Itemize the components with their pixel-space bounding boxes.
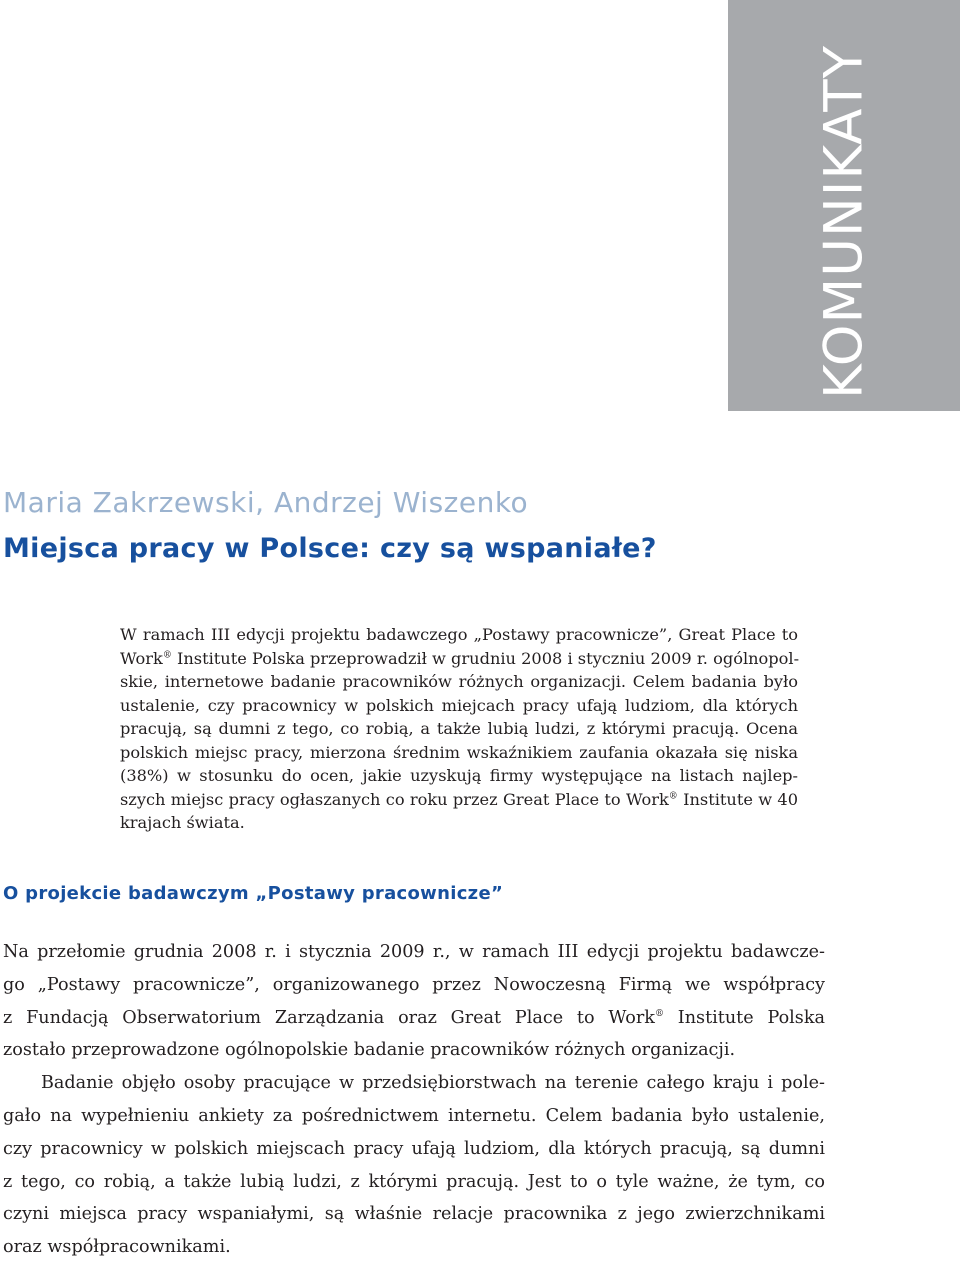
paragraph-line: oraz współpracownikami. <box>3 1237 231 1258</box>
abstract-line: skie, internetowe badanie pracowników różnych organizacji. Celem badania było <box>120 672 798 691</box>
paragraph-line: go „Postawy pracownicze”, organizowanego przez Nowoczesną Firmą we współpracy <box>3 974 825 995</box>
abstract-line-part: Institute Polska przeprowadził w grudniu 2008 i styczniu 2009 r. ogólnopol- <box>171 648 800 668</box>
paragraph <box>3 1067 825 1264</box>
section-body <box>3 936 825 1264</box>
paragraph-line: czyni miejsca pracy wspaniałymi, są właśnie relacje pracownika z jego zwierzchnikami <box>3 1204 825 1225</box>
abstract-line-part: szych miejsc pracy ogłaszanych co roku przez Great Place to Work <box>120 789 669 809</box>
abstract-line: W ramach III edycji projektu badawczego „Postawy pracownicze”, Great Place to <box>120 625 798 644</box>
article-abstract <box>120 623 798 835</box>
registered-mark: ® <box>668 791 678 802</box>
abstract-line-part: Work <box>120 648 163 668</box>
section-heading: O projekcie badawczym „Postawy pracownicze” <box>3 883 504 904</box>
section-tab <box>728 0 960 411</box>
article-authors: Maria Zakrzewski, Andrzej Wiszenko <box>3 486 529 519</box>
paragraph-line: z tego, co robią, a także lubią ludzi, z którymi pracują. Jest to o tyle ważne, że tym, co <box>3 1171 825 1192</box>
registered-mark: ® <box>654 1008 664 1019</box>
abstract-line <box>120 647 798 671</box>
paragraph-line: zostało przeprowadzone ogólnopolskie badanie pracowników różnych organizacji. <box>3 1040 736 1061</box>
abstract-line: pracują, są dumni z tego, co robią, a także lubią ludzi, z którymi pracują. Ocena <box>120 719 798 738</box>
abstract-line: polskich miejsc pracy, mierzona średnim wskaźnikiem zaufania okazała się niska <box>120 742 798 762</box>
paragraph-line-part: z Fundacją Obserwatorium Zarządzania oraz Great Place to Work <box>3 1007 655 1028</box>
abstract-line: ustalenie, czy pracownicy w polskich miejcach pracy ufają ludziom, dla których <box>120 695 798 715</box>
article-title: Miejsca pracy w Polsce: czy są wspaniałe? <box>3 533 657 564</box>
paragraph-line <box>3 1002 825 1035</box>
abstract-line: (38%) w stosunku do ocen, jakie uzyskują firmy występujące na listach najlep- <box>120 766 798 785</box>
paragraph-line: Na przełomie grudnia 2008 r. i stycznia 2009 r., w ramach III edycji projektu badawcze- <box>3 942 825 962</box>
paragraph-line-part: Institute Polska <box>663 1007 825 1028</box>
paragraph-line: gało na wypełnieniu ankiety za pośrednictwem internetu. Celem badania było ustalenie, <box>3 1105 825 1126</box>
paragraph-line: Badanie objęło osoby pracujące w przedsiębiorstwach na terenie całego kraju i pole- <box>41 1073 825 1094</box>
paragraph-line: czy pracownicy w polskich miejscach pracy ufają ludziom, dla których pracują, są dumni <box>3 1138 825 1159</box>
paragraph <box>3 936 825 1067</box>
abstract-line: krajach świata. <box>120 813 245 832</box>
abstract-line-part: Institute w 40 <box>677 789 799 809</box>
registered-mark: ® <box>162 650 172 661</box>
abstract-line <box>120 788 798 812</box>
section-tab-label: KOMUNIKATY <box>813 44 875 400</box>
